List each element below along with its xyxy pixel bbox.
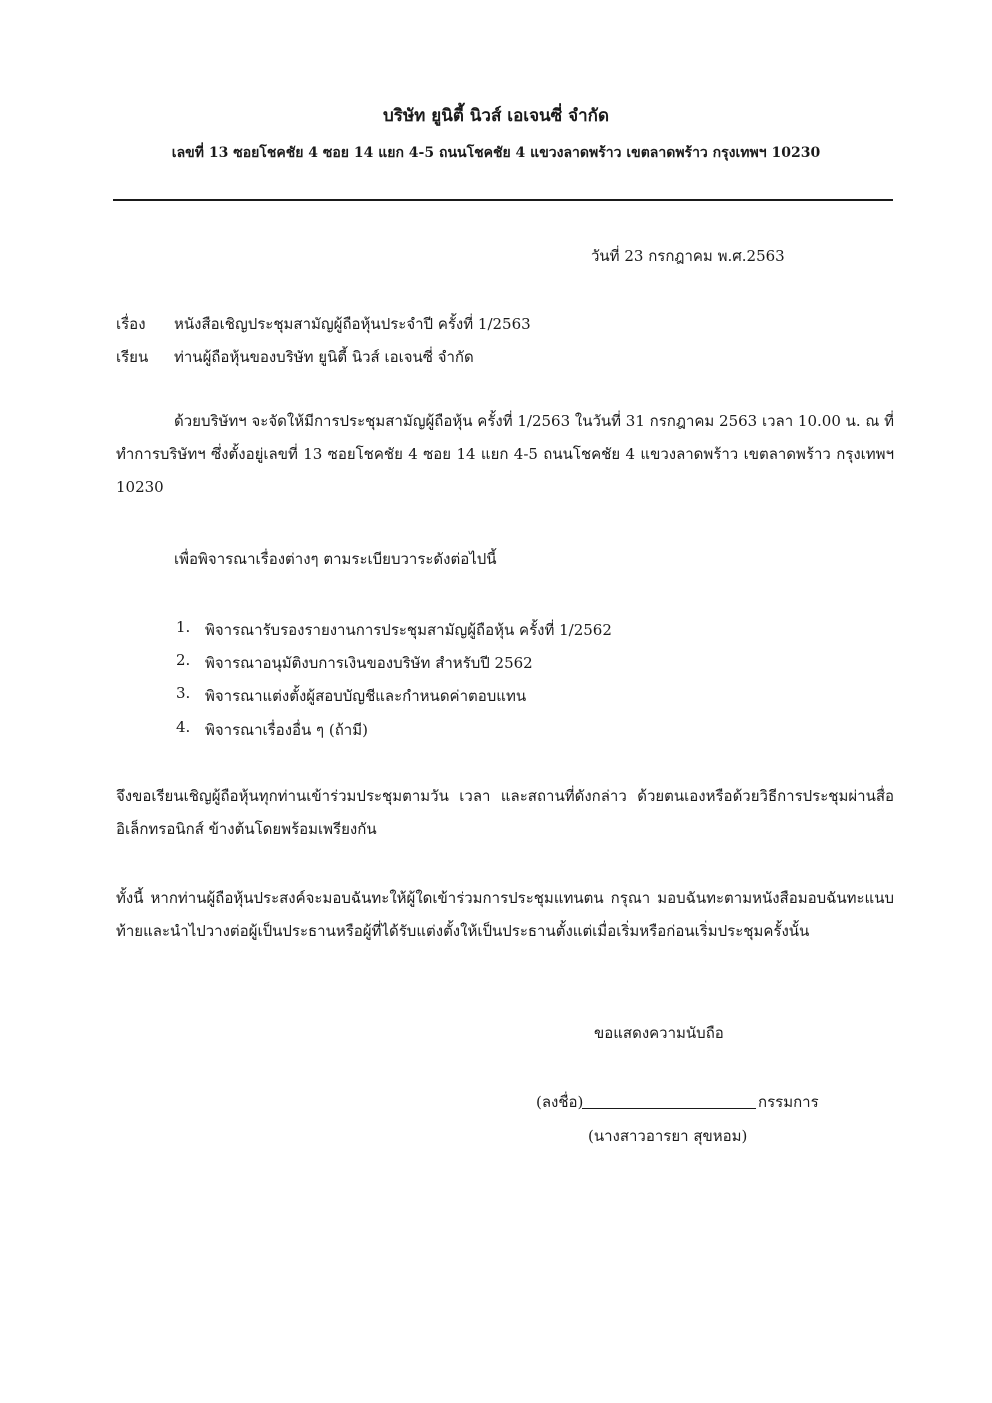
- signer-position: กรรมการ: [758, 1093, 819, 1111]
- letter-date: วันที่ 23 กรกฎาคม พ.ศ.2563: [591, 247, 785, 265]
- agenda-item-text: พิจารณาเรื่องอื่น ๆ (ถ้ามี): [205, 721, 368, 739]
- signature-line: [582, 1108, 756, 1109]
- company-name: บริษัท ยูนิตี้ นิวส์ เอเจนซี่ จำกัด: [383, 106, 609, 126]
- agenda-item-number: 1.: [176, 618, 191, 636]
- agenda-item-number: 4.: [176, 718, 191, 736]
- agenda-item-text: พิจารณาแต่งตั้งผู้สอบบัญชีและกำหนดค่าตอบแทน: [205, 687, 527, 705]
- header-divider: [113, 199, 893, 201]
- body-paragraph-meeting-details: ด้วยบริษัทฯ จะจัดให้มีการประชุมสามัญผู้ถือหุ้น ครั้งที่ 1/2563 ในวันที่ 31 กรกฎาคม 2563 เวลา 10.00 น. ณ ที่ทำการบริษัทฯ ซึ่งตั้งอยู่เลขที่ 13 ซอยโชคชัย 4 ซอย 14 แยก 4-5 ถนนโชคชัย 4 แขวงลาดพร้าว เขตลาดพร้าว กรุงเทพฯ 10230: [116, 412, 894, 496]
- subject-text: หนังสือเชิญประชุมสามัญผู้ถือหุ้นประจำปี ครั้งที่ 1/2563: [174, 315, 531, 333]
- agenda-intro: เพื่อพิจารณาเรื่องต่างๆ ตามระเบียบวาระดังต่อไปนี้: [174, 550, 497, 568]
- signer-name: (นางสาวอารยา สุขหอม): [588, 1127, 748, 1145]
- agenda-item-number: 3.: [176, 684, 191, 702]
- recipient-text: ท่านผู้ถือหุ้นของบริษัท ยูนิตี้ นิวส์ เอเจนซี่ จำกัด: [174, 348, 474, 366]
- signature-prefix: (ลงชื่อ): [536, 1093, 584, 1111]
- body-paragraph-invitation: จึงขอเรียนเชิญผู้ถือหุ้นทุกท่านเข้าร่วมประชุมตามวัน เวลา และสถานที่ดังกล่าว ด้วยตนเองหรือด้วยวิธีการประชุมผ่านสื่ออิเล็กทรอนิกส์ ข้างต้นโดยพร้อมเพรียงกัน: [116, 787, 894, 838]
- closing-salutation: ขอแสดงความนับถือ: [594, 1024, 724, 1042]
- agenda-item-text: พิจารณารับรองรายงานการประชุมสามัญผู้ถือหุ้น ครั้งที่ 1/2562: [205, 621, 612, 639]
- subject-label: เรื่อง: [116, 315, 146, 333]
- body-paragraph-proxy: ทั้งนี้ หากท่านผู้ถือหุ้นประสงค์จะมอบฉันทะให้ผู้ใดเข้าร่วมการประชุมแทนตน กรุณา มอบฉันทะตามหนังสือมอบฉันทะแนบท้ายและนำไปวางต่อผู้เป็นประธานหรือผู้ที่ได้รับแต่งตั้งให้เป็นประธานตั้งแต่เมื่อเริ่มหรือก่อนเริ่มประชุมครั้งนั้น: [116, 889, 894, 940]
- recipient-label: เรียน: [116, 348, 149, 366]
- agenda-item-number: 2.: [176, 651, 191, 669]
- agenda-item-text: พิจารณาอนุมัติงบการเงินของบริษัท สำหรับปี 2562: [205, 654, 533, 672]
- company-address: เลขที่ 13 ซอยโชคชัย 4 ซอย 14 แยก 4-5 ถนนโชคชัย 4 แขวงลาดพร้าว เขตลาดพร้าว กรุงเทพฯ 10230: [171, 145, 821, 161]
